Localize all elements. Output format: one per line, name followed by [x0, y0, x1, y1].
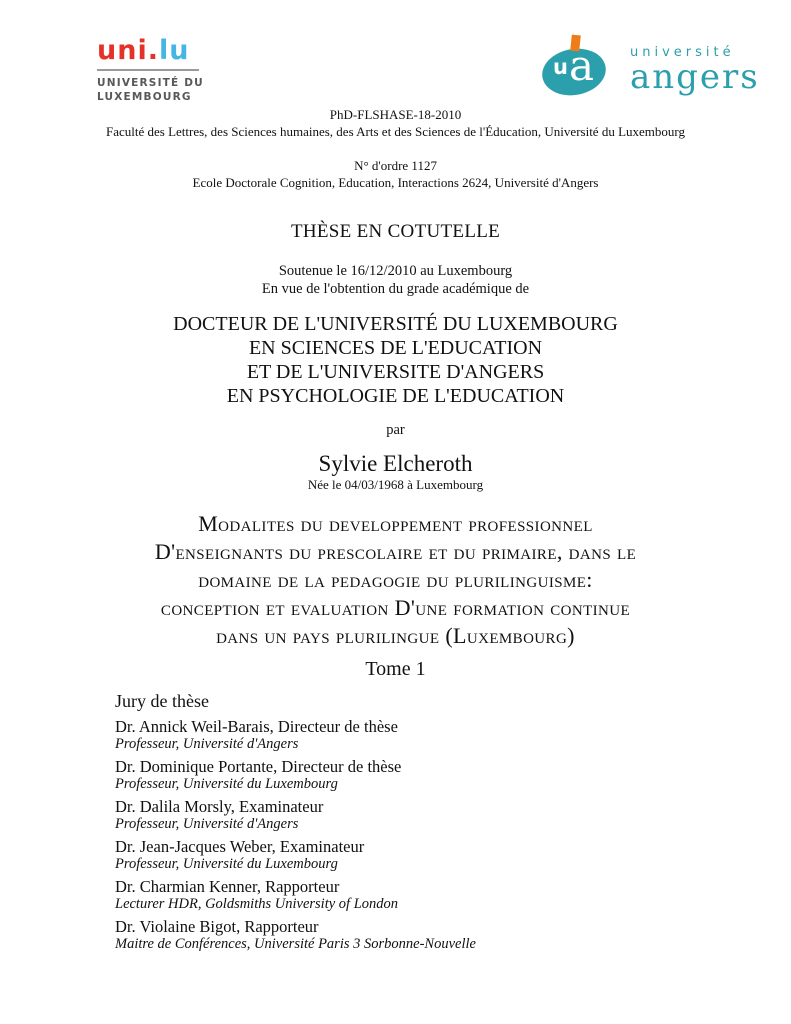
jury-section: [115, 690, 706, 952]
unilu-wordmark: [97, 35, 217, 66]
header-reference: PhD-FLSHASE-18-2010: [329, 107, 462, 122]
jury-member-name: Dr. Jean-Jacques Weber, Examinateur: [115, 837, 365, 856]
angers-logo-text: [630, 34, 760, 100]
jury-entry: [115, 757, 706, 792]
degree-intro: En vue de l'obtention du grade académique de: [261, 281, 530, 297]
jury-member-affiliation: Professeur, Université du Luxembourg: [115, 856, 338, 872]
unilu-caption-line2: LUXEMBOURG: [97, 91, 192, 103]
ua-monogram-u: u: [553, 55, 568, 79]
jury-member-name: Dr. Charmian Kenner, Rapporteur: [115, 877, 340, 896]
jury-member-name: Dr. Dominique Portante, Directeur de thèse: [115, 757, 402, 776]
defense-date: Soutenue le 16/12/2010 au Luxembourg: [278, 263, 513, 279]
defense-block: [0, 262, 791, 298]
jury-member-affiliation: Maitre de Conférences, Université Paris 3 Sorbonne-Nouvelle: [115, 936, 476, 952]
header-gap: [0, 140, 791, 157]
thesis-title-line: Modalites du developpement professionnel: [198, 511, 593, 536]
jury-member-name: Dr. Dalila Morsly, Examinateur: [115, 797, 324, 816]
degree-line: EN PSYCHOLOGIE DE L'EDUCATION: [226, 385, 565, 407]
degree-line: EN SCIENCES DE L'EDUCATION: [248, 337, 543, 359]
unilu-divider: [97, 69, 199, 71]
jury-entry: [115, 877, 706, 912]
thesis-title-line: D'enseignants du prescolaire et du primaire, dans le: [154, 539, 637, 564]
jury-entry: [115, 837, 706, 872]
thesis-title: [0, 510, 791, 650]
author-birth: Née le 04/03/1968 à Luxembourg: [307, 477, 484, 492]
jury-member-affiliation: Professeur, Université d'Angers: [115, 816, 299, 832]
thesis-title-line: conception et evaluation D'une formation continue: [160, 595, 631, 620]
jury-member-affiliation: Professeur, Université du Luxembourg: [115, 776, 338, 792]
degree-line: DOCTEUR DE L'UNIVERSITÉ DU LUXEMBOURG: [173, 313, 618, 335]
thesis-title-line: dans un pays plurilingue (Luxembourg): [216, 623, 575, 648]
jury-member-affiliation: Lecturer HDR, Goldsmiths University of London: [115, 896, 399, 912]
unilu-wordmark-uni: uni.: [97, 35, 159, 66]
degree-block: [0, 312, 791, 408]
jury-member-name: Dr. Annick Weil-Barais, Directeur de thèse: [115, 717, 398, 736]
degree-line: ET DE L'UNIVERSITE D'ANGERS: [246, 361, 545, 383]
doctoral-school: Ecole Doctorale Cognition, Education, Interactions 2624, Université d'Angers: [192, 175, 599, 190]
tome-label: Tome 1: [365, 658, 426, 680]
thesis-type-heading: THÈSE EN COTUTELLE: [290, 221, 501, 242]
par-label: par: [386, 422, 405, 438]
order-number: N° d'ordre 1127: [354, 158, 437, 173]
thesis-title-line: domaine de la pedagogie du plurilinguisme:: [198, 567, 593, 592]
author-name: Sylvie Elcheroth: [318, 451, 473, 476]
jury-entry: [115, 917, 706, 952]
unilu-caption: [97, 76, 217, 104]
unilu-wordmark-lu: lu: [158, 35, 190, 66]
unilu-caption-line1: UNIVERSITÉ DU: [97, 77, 204, 89]
jury-heading: Jury de thèse: [115, 691, 209, 711]
jury-member-name: Dr. Violaine Bigot, Rapporteur: [115, 917, 319, 936]
jury-entry: [115, 717, 706, 752]
angers-name-university: université: [630, 45, 735, 60]
jury-entry: [115, 797, 706, 832]
angers-name-city: angers: [630, 57, 760, 97]
angers-logo: [540, 34, 760, 100]
ua-monogram-icon: [540, 34, 618, 100]
faculty-line: Faculté des Lettres, des Sciences humaines, des Arts et des Sciences de l'Éducation, Université du Luxembourg: [105, 124, 685, 139]
unilu-logo: [97, 35, 217, 104]
ua-monogram-a: a: [569, 41, 595, 90]
jury-member-affiliation: Professeur, Université d'Angers: [115, 736, 299, 752]
